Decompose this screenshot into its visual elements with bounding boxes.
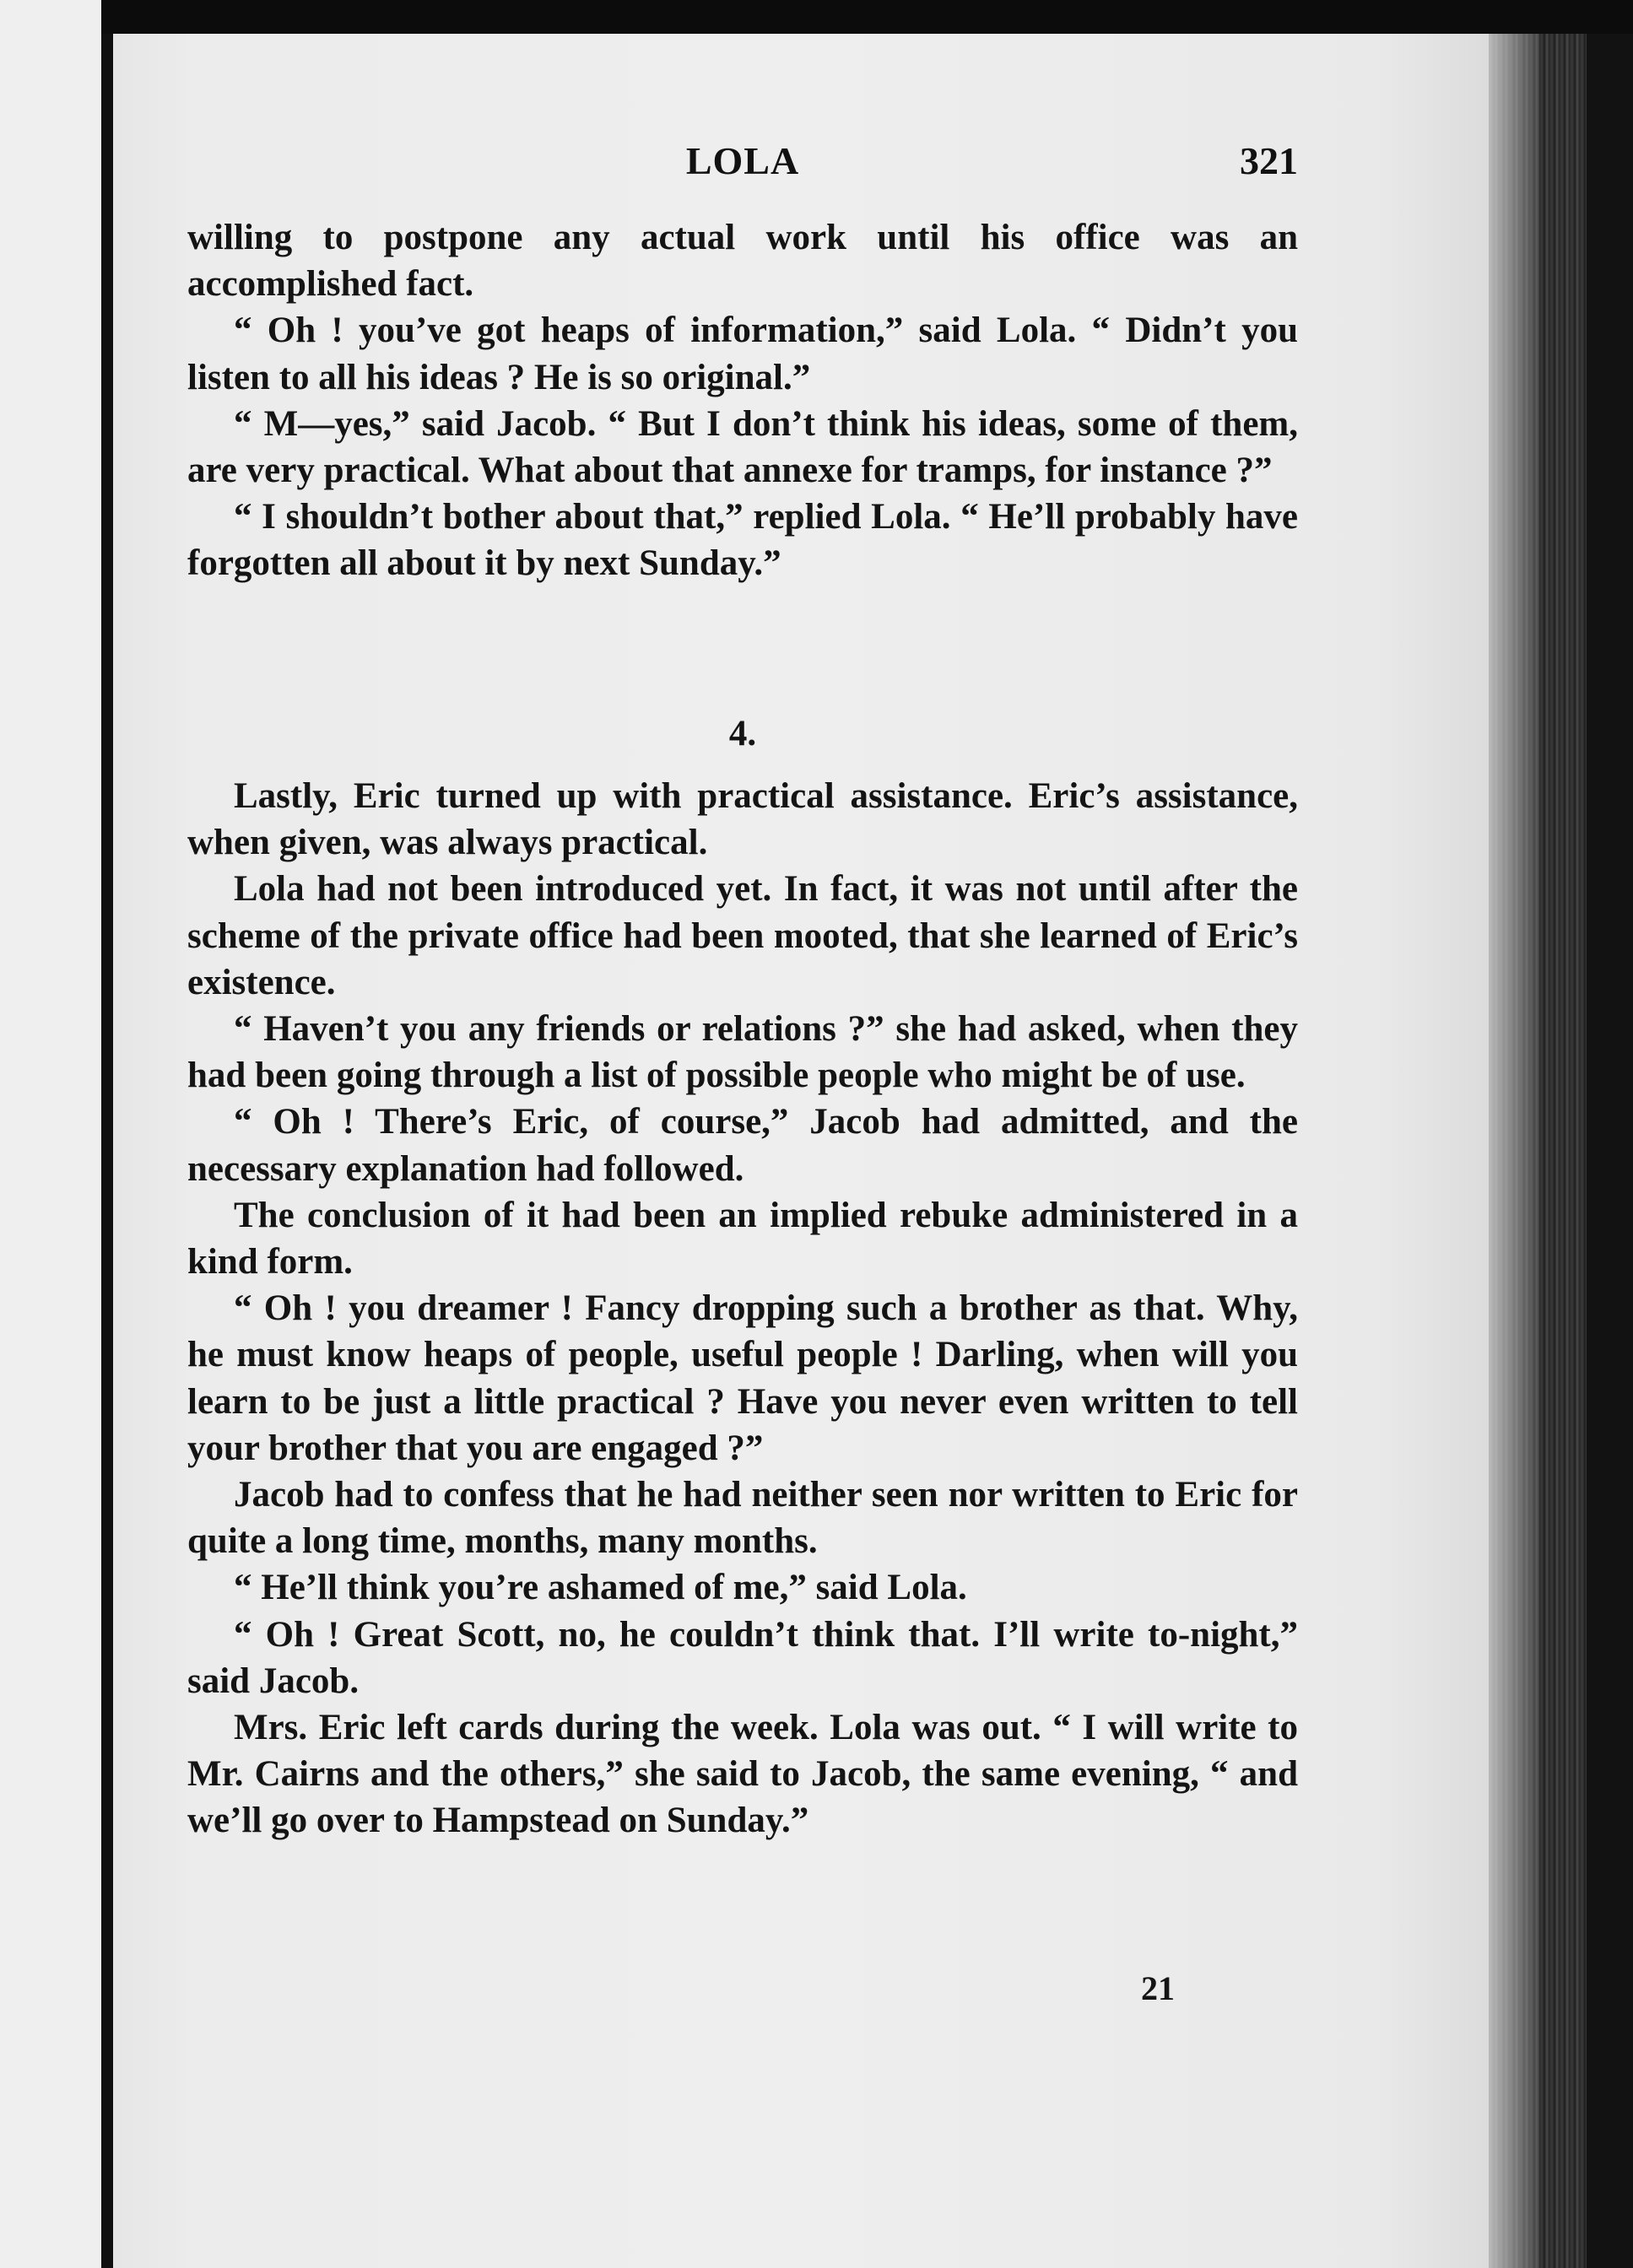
book-cover-edge [1587,34,1633,2268]
paragraph: Jacob had to confess that he had neither seen nor written to Eric for quite a long time, months, many months. [187,1475,1298,1562]
running-title: LOLA [685,139,800,182]
paragraph: “ Oh ! you’ve got heaps of information,” said Lola. “ Didn’t you listen to all his ideas ? He is so original.” [187,310,1298,397]
paragraph: The conclusion of it had been an implied rebuke administered in a kind form. [187,1195,1298,1282]
text-block-section-4 [187,773,1298,1844]
section-number: 4. [728,714,757,753]
paragraph: willing to postpone any actual work until his office was an accomplished fact. [187,218,1298,305]
paragraph: “ Oh ! Great Scott, no, he couldn’t think that. I’ll write to-night,” said Jacob. [187,1614,1298,1701]
page-edge-highlight [1489,34,1539,2268]
paragraph: “ Oh ! There’s Eric, of course,” Jacob had admitted, and the necessary explanation had followed. [187,1102,1298,1189]
paragraph: “ Oh ! you dreamer ! Fancy dropping such a brother as that. Why, he must know heaps of people, useful people ! Darling, when will you learn to be just a little practical ? Have you never even written to tell your brother that you are engaged ?” [187,1288,1298,1468]
paragraph: Mrs. Eric left cards during the week. Lola was out. “ I will write to Mr. Cairns and the others,” she said to Jacob, the same evening, “ and we’ll go over to Hampstead on Sunday.” [187,1708,1298,1841]
signature-mark: 21 [1141,1969,1175,2007]
paragraph: “ He’ll think you’re ashamed of me,” said Lola. [234,1568,967,1608]
paragraph: “ Haven’t you any friends or relations ?” she had asked, when they had been going through a list of possible people who might be of use. [187,1009,1298,1096]
page-number: 321 [1240,139,1298,182]
running-head [187,135,1298,194]
paragraph: Lola had not been introduced yet. In fact, it was not until after the scheme of the private office had been mooted, that she learned of Eric’s existence. [187,869,1298,1002]
paragraph: “ I shouldn’t bother about that,” replied Lola. “ He’ll probably have forgotten all about it by next Sunday.” [187,497,1298,584]
paragraph: “ M—yes,” said Jacob. “ But I don’t think his ideas, some of them, are very practical. What about that annexe for tramps, for instance ?” [187,403,1298,491]
text-block-before-section [187,214,1298,587]
paragraph: Lastly, Eric turned up with practical assistance. Eric’s assistance, when given, was always practical. [187,776,1298,863]
gutter-shadow [101,34,113,2268]
facing-page-margin [0,0,101,2268]
